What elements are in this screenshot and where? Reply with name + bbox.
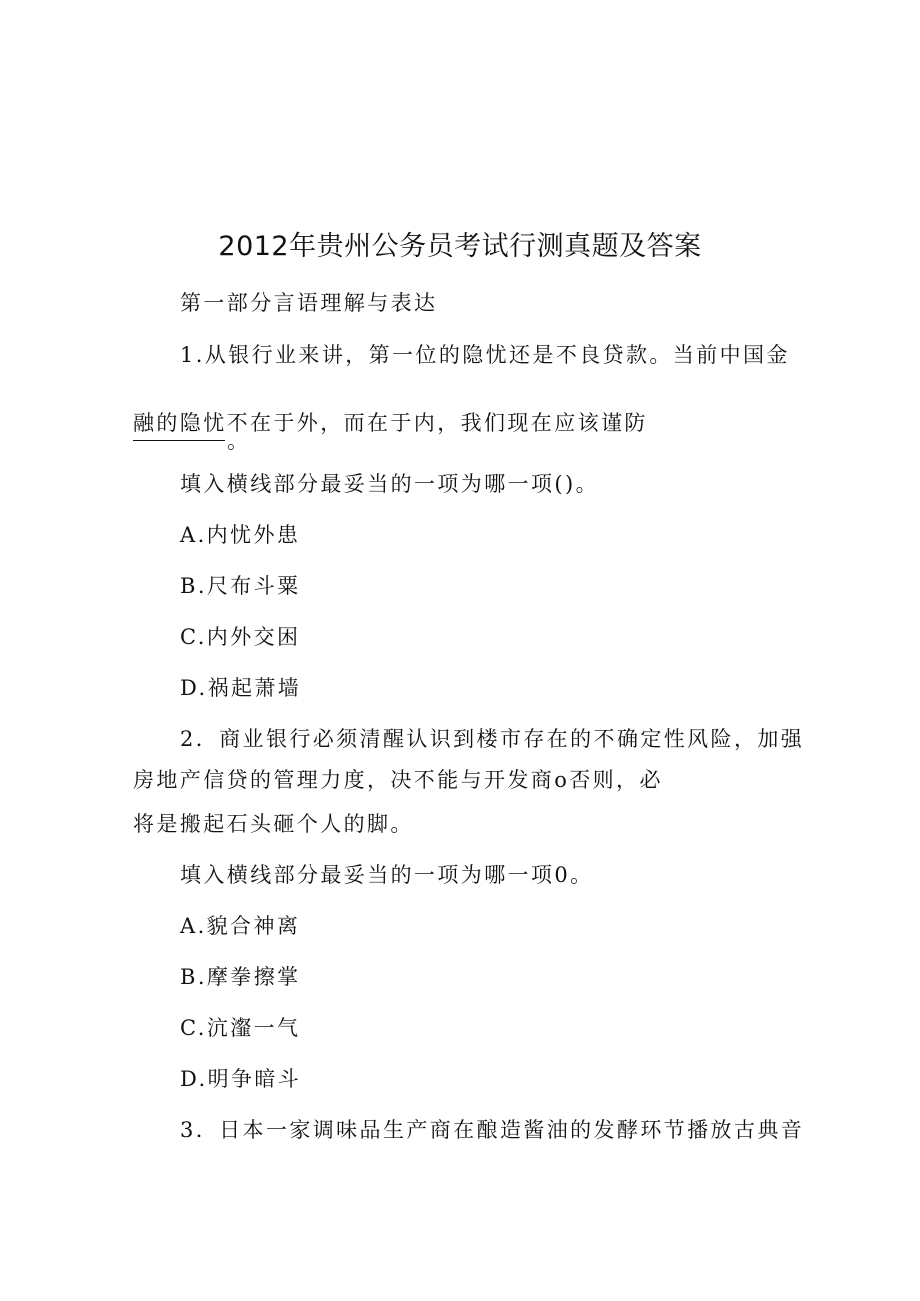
- question-1-option-c: C.内外交困: [180, 625, 301, 649]
- document-title: 2012年贵州公务员考试行测真题及答案: [218, 231, 702, 262]
- question-2-line-3: 将是搬起石头砸个人的脚。: [133, 812, 414, 836]
- question-1-line-3-suffix: 。: [227, 429, 251, 453]
- section-heading: 第一部分言语理解与表达: [180, 291, 438, 315]
- question-2-prompt: 填入横线部分最妥当的一项为哪一项0。: [180, 863, 594, 887]
- question-2-line-1: 2．商业银行必须清醒认识到楼市存在的不确定性风险，加强: [180, 727, 805, 751]
- question-1-line-3: [133, 425, 250, 455]
- question-1-line-1: 1.从银行业来讲，第一位的隐忧还是不良贷款。当前中国金: [180, 343, 790, 367]
- question-1-option-b: B.尺布斗粟: [180, 574, 301, 598]
- answer-blank: [133, 440, 225, 441]
- question-1-prompt: 填入横线部分最妥当的一项为哪一项()。: [180, 472, 599, 496]
- question-1-line-2: 融的隐忧不在于外，而在于内，我们现在应该谨防: [133, 411, 648, 435]
- question-3-line-1: 3．日本一家调味品生产商在酿造酱油的发酵环节播放古典音: [180, 1118, 805, 1142]
- question-1-option-d: D.祸起萧墙: [180, 676, 302, 700]
- question-1-option-a: A.内忧外患: [180, 523, 301, 547]
- question-2-option-d: D.明争暗斗: [180, 1067, 302, 1091]
- question-2-option-c: C.沆瀣一气: [180, 1016, 301, 1040]
- question-2-option-a: A.貌合神离: [180, 914, 301, 938]
- question-2-line-2: 房地产信贷的管理力度，决不能与开发商o否则，必: [133, 768, 663, 792]
- question-2-option-b: B.摩拳擦掌: [180, 965, 301, 989]
